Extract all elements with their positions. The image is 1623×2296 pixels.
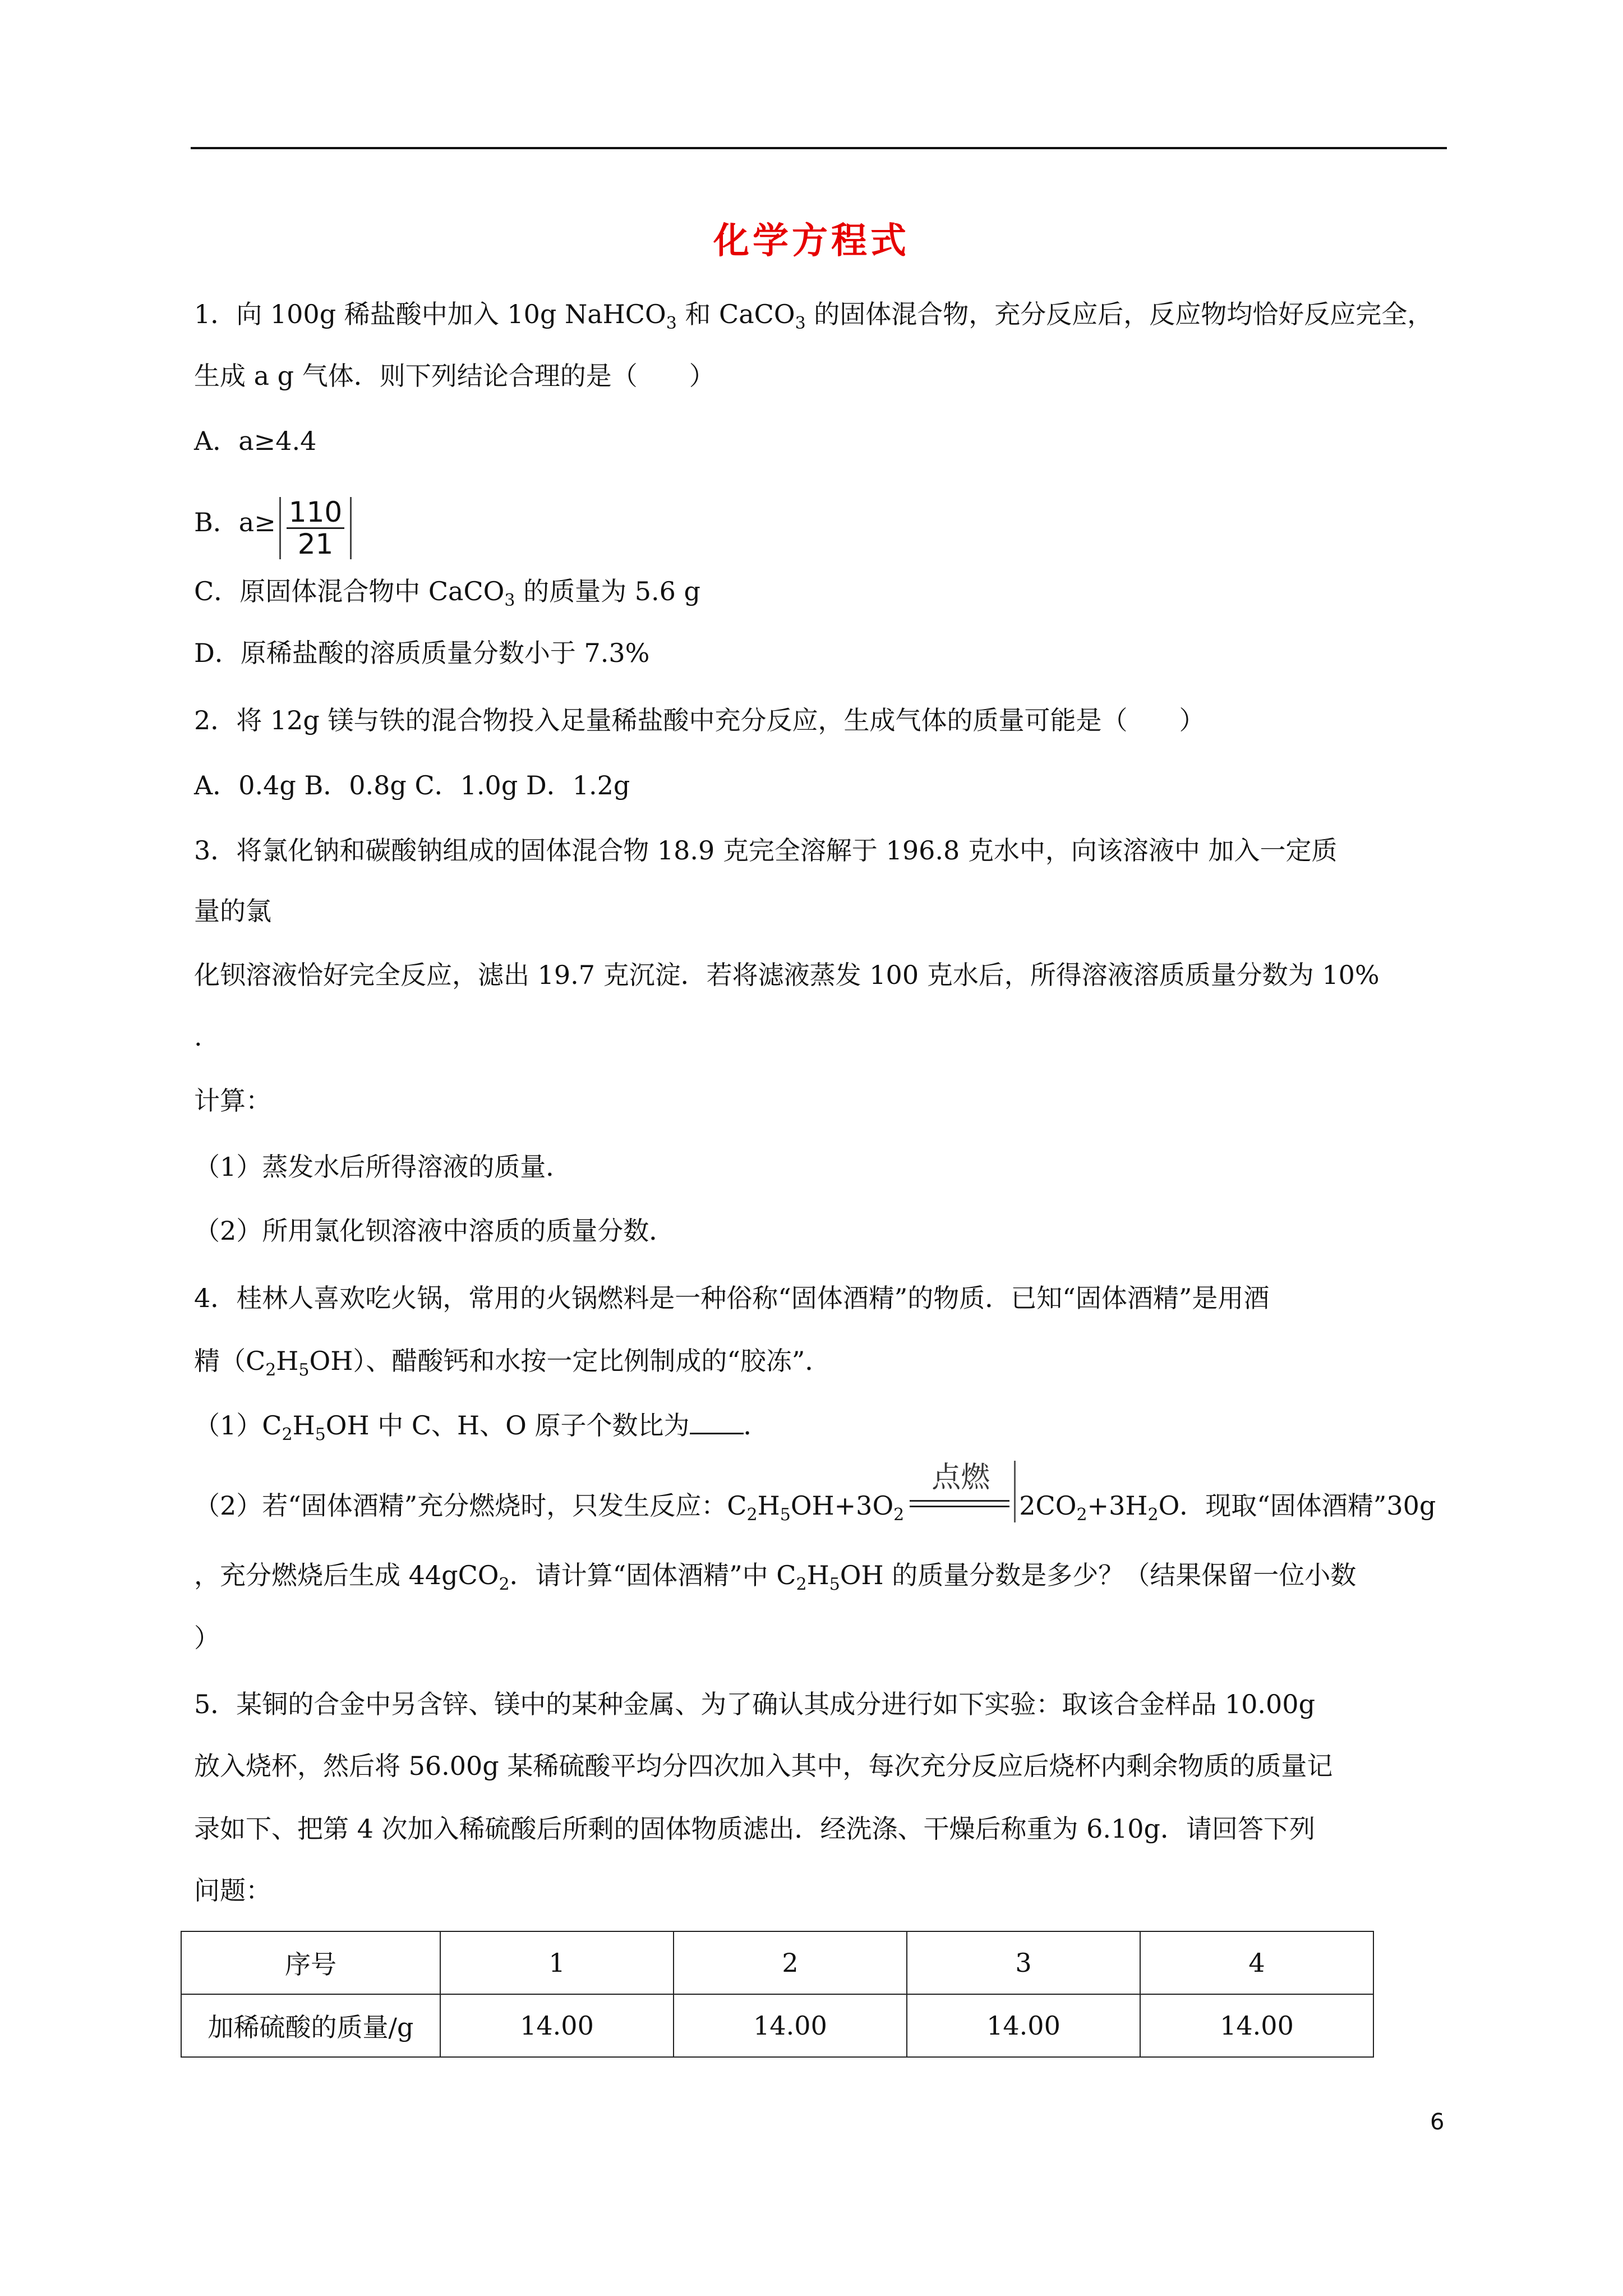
table-cell: 14.00: [1140, 1994, 1373, 2057]
reaction-condition-arrow: 点燃: [907, 1461, 1016, 1522]
q5-data-table: [181, 1931, 1374, 2058]
q1-option-c: C．原固体混合物中 CaCO$_3$ 的质量为 5.6 g: [194, 576, 700, 610]
q3-part-2: （2）所用氯化钡溶液中溶质的质量分数．: [194, 1216, 675, 1246]
q3-line-5: 计算：: [194, 1085, 271, 1116]
q1-option-b: B．a≥ $\frac{110}{21}$: [194, 497, 352, 559]
q5-line-3: 录如下、把第 4 次加入稀硫酸后所剩的固体物质滤出．经洗涤、干燥后称重为 6.10g．请回答下列: [194, 1814, 1316, 1844]
fraction: $\frac{110}{21}$: [279, 497, 352, 559]
q3-line-3: 化钡溶液恰好完全反应，滤出 19.7 克沉淀．若将滤液蒸发 100 克水后，所得溶液溶质质量分数为 10%: [194, 960, 1380, 990]
q3-line-4: .: [194, 1022, 202, 1052]
table-header-cell: 4: [1140, 1931, 1373, 1994]
q5-line-4: 问题：: [194, 1875, 271, 1906]
q4-part-2: （2）若“固体酒精”充分燃烧时，只发生反应：$C_2H_5OH+3O_2$ 点燃 $2CO_2+3H_2O$．现取“固体酒精”30g: [194, 1461, 1436, 1525]
q4-line-1: 4．桂林人喜欢吃火锅，常用的火锅燃料是一种俗称“固体酒精”的物质．已知“固体酒精”是用酒: [194, 1283, 1270, 1313]
answer-blank: [690, 1408, 744, 1434]
q4-line-5: ，充分燃烧后生成 44gCO$_2$．请计算“固体酒精”中 $C_2H_5OH$ 的质量分数是多少？（结果保留一位小数: [194, 1560, 1357, 1594]
table-row: [181, 1931, 1373, 1994]
q1-option-d: D．原稀盐酸的溶质质量分数小于 7.3%: [194, 638, 650, 668]
q3-part-1: （1）蒸发水后所得溶液的质量．: [194, 1152, 572, 1182]
table-header-cell: 序号: [181, 1931, 440, 1994]
table-header-cell: 2: [674, 1931, 907, 1994]
q4-line-2: 精$(C_2H_5OH)$、醋酸钙和水按一定比例制成的“胶冻”．: [194, 1346, 831, 1380]
table-row: [181, 1994, 1373, 2057]
table-cell: 14.00: [674, 1994, 907, 2057]
q5-line-2: 放入烧杯，然后将 56.00g 某稀硫酸平均分四次加入其中，每次充分反应后烧杯内剩余物质的质量记: [194, 1751, 1333, 1781]
q2-options: A．0.4g B．0.8g C．1.0g D．1.2g: [194, 770, 630, 800]
q4-line-6: ）: [194, 1623, 220, 1653]
page-number: 6: [1430, 2109, 1445, 2135]
q5-line-1: 5．某铜的合金中另含锌、镁中的某种金属、为了确认其成分进行如下实验：取该合金样品 10.00g: [194, 1689, 1316, 1719]
table-header-cell: 1: [440, 1931, 674, 1994]
page-title: 化学方程式: [713, 220, 910, 262]
table-cell: 14.00: [440, 1994, 674, 2057]
q1-line-2: 生成 a g 气体．则下列结论合理的是（ ）: [194, 361, 715, 391]
q2-stem: 2．将 12g 镁与铁的混合物投入足量稀盐酸中充分反应，生成气体的质量可能是（ ）: [194, 705, 1205, 735]
q1-option-a: A．a≥4.4: [194, 426, 317, 456]
table-cell: 14.00: [907, 1994, 1140, 2057]
table-header-cell: 3: [907, 1931, 1140, 1994]
q4-part-1: $(1)C_2H_5OH$ 中 C、H、O 原子个数比为 ．: [194, 1408, 769, 1442]
q3-line-1: 3．将氯化钠和碳酸钠组成的固体混合物 18.9 克完全溶解于 196.8 克水中，向该溶液中 加入一定质: [194, 835, 1338, 866]
q3-line-2: 量的氯: [194, 896, 271, 926]
q1-line-1: 1．向 100g 稀盐酸中加入 10g NaHCO$_3$ 和 CaCO$_3$ 的固体混合物，充分反应后，反应物均恰好反应完全，: [194, 299, 1433, 333]
table-cell: 加稀硫酸的质量/g: [181, 1994, 440, 2057]
header-rule: [191, 147, 1447, 149]
